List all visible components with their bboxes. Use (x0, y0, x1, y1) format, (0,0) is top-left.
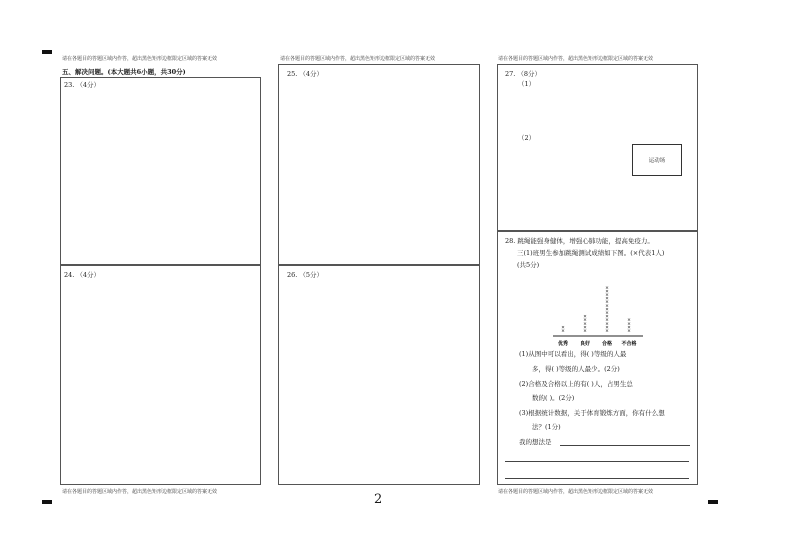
q28-sub1-line-a: (1)从图中可以看出，得( )等级的人最 (519, 350, 627, 358)
answer-box-q25[interactable] (278, 64, 480, 265)
dot-mark-3-7: × (605, 307, 609, 313)
question-label-q24: 24. （4分） (64, 271, 101, 279)
dot-mark-3-6: × (605, 311, 609, 316)
q28-sub2-line-a: (2)合格及合格以上的有( )人，占男生总 (519, 380, 633, 388)
q28-sub2-line-b: 数的( )。(2分) (532, 394, 575, 402)
header-notice-col2: 请在各题目的答题区域内作答，超出黑色矩形边框限定区域的答案无效 (280, 56, 436, 62)
q28-answer-prompt: 我的想法是 (519, 438, 552, 446)
dot-mark-3-5: × (605, 314, 609, 320)
question-label-q27: 27. （8分） (505, 70, 542, 78)
answer-box-q27[interactable] (497, 64, 698, 231)
dot-mark-2-1: × (583, 329, 587, 334)
dot-mark-3-1: × (605, 329, 609, 334)
question-label-q23: 23. （4分） (64, 81, 101, 89)
q27-part1-label: （1） (518, 80, 536, 88)
header-notice-col3: 请在各题目的答题区域内作答，超出黑色矩形边框限定区域的答案无效 (498, 56, 654, 62)
category-label-4: 不合格 (621, 341, 637, 347)
dot-mark-4-3: × (627, 321, 631, 327)
dot-mark-3-9: × (605, 300, 609, 306)
dot-mark-1-2: × (561, 325, 565, 331)
registration-mark-bottom-left (42, 500, 52, 504)
category-label-3: 合格 (601, 341, 613, 347)
dot-mark-2-5: × (583, 314, 587, 320)
playground-box (632, 144, 682, 176)
answer-box-q23[interactable] (60, 77, 261, 265)
playground-label: 运动场 (648, 158, 666, 164)
category-label-1: 优秀 (557, 341, 569, 347)
footer-notice-col1: 请在各题目的答题区域内作答，超出黑色矩形边框限定区域的答案无效 (62, 489, 218, 495)
answer-box-q26[interactable] (278, 265, 480, 485)
q28-intro-line1: 28. 跳绳能强身健体，增强心肺功能，提高免疫力。 (505, 237, 654, 245)
dot-mark-3-10: × (605, 296, 609, 302)
dot-mark-3-13: × (605, 285, 609, 291)
answer-line-3[interactable] (505, 478, 689, 479)
page-number: 2 (374, 492, 383, 507)
dot-mark-2-3: × (583, 321, 587, 327)
q27-part2-label: （2） (518, 134, 536, 142)
answer-line-1[interactable] (560, 445, 690, 446)
header-notice-col1: 请在各题目的答题区域内作答，超出黑色矩形边框限定区域的答案无效 (62, 56, 218, 62)
dot-mark-3-12: × (605, 289, 609, 295)
dot-mark-1-1: × (561, 329, 565, 334)
dot-mark-3-8: × (605, 303, 609, 309)
dot-mark-4-2: × (627, 325, 631, 331)
dot-mark-3-3: × (605, 321, 609, 327)
category-label-2: 良好 (579, 341, 591, 347)
q28-sub3-line-a: (3)根据统计数据，关于体育锻炼方面，你有什么想 (519, 409, 665, 417)
q28-sub3-line-b: 法？(1分) (532, 423, 561, 431)
dot-mark-3-4: × (605, 318, 609, 324)
q28-intro-line3: (共5分) (517, 261, 540, 269)
question-label-q25: 25. （4分） (287, 70, 324, 78)
q28-sub1-line-b: 多，得( )等级的人最少。(2分) (532, 365, 620, 373)
rope-skipping-dot-plot (545, 270, 655, 350)
registration-mark-bottom-right (708, 500, 718, 504)
answer-line-2[interactable] (505, 461, 689, 462)
registration-mark-top-left (42, 50, 52, 54)
q28-intro-line2: 三(1)班男生参加跳绳测试成绩如下图。(×代表1人) (517, 249, 665, 257)
dot-mark-3-2: × (605, 325, 609, 331)
section-title: 五、解决问题。(本大题共6小题，共30分) (62, 68, 186, 76)
dot-mark-3-11: × (605, 293, 609, 298)
dot-mark-2-4: × (583, 318, 587, 324)
question-label-q26: 26. （5分） (287, 271, 324, 279)
dot-mark-4-4: × (627, 318, 631, 324)
dot-mark-2-2: × (583, 325, 587, 331)
footer-notice-col3: 请在各题目的答题区域内作答，超出黑色矩形边框限定区域的答案无效 (498, 489, 654, 495)
answer-box-q24[interactable] (60, 265, 261, 485)
dot-mark-4-1: × (627, 329, 631, 334)
